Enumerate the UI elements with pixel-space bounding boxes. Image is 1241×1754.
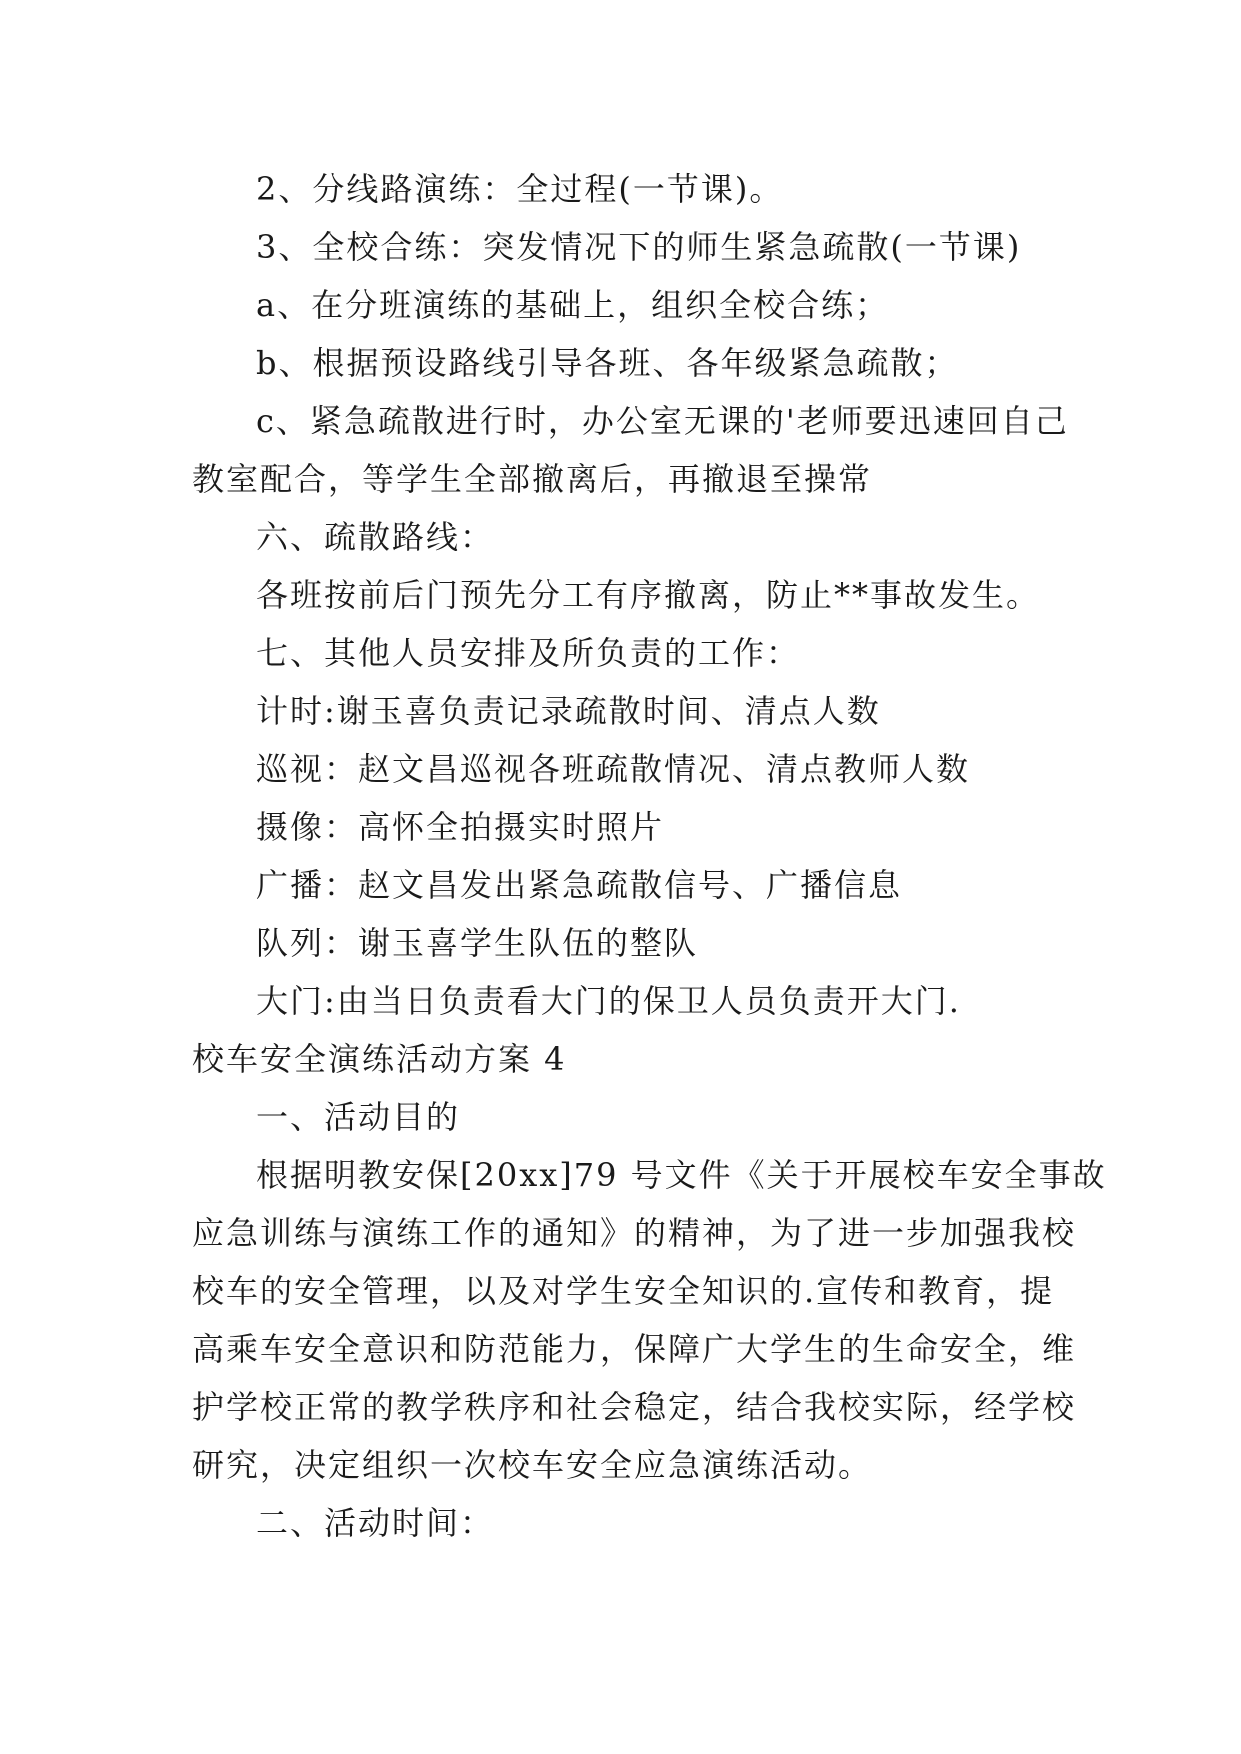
sub-item-c: c、紧急疏散进行时，办公室无课的'老师要迅速回自己 bbox=[256, 402, 1069, 440]
document-title: 校车安全演练活动方案 4 bbox=[192, 1040, 567, 1078]
section-heading-time: 二、活动时间： bbox=[256, 1504, 495, 1542]
paragraph-purpose-line-2: 应急训练与演练工作的通知》的精神，为了进一步加强我校 bbox=[192, 1214, 1077, 1252]
sub-item-c-continued: 教室配合，等学生全部撤离后，再撤退至操常 bbox=[192, 460, 873, 498]
duty-gate: 大门:由当日负责看大门的保卫人员负责开大门. bbox=[256, 982, 961, 1020]
duty-queue: 队列：谢玉喜学生队伍的整队 bbox=[256, 924, 699, 962]
list-item-drill-by-route: 2、分线路演练：全过程(一节课)。 bbox=[256, 170, 784, 208]
list-item-school-drill: 3、全校合练：突发情况下的师生紧急疏散(一节课) bbox=[256, 228, 1022, 266]
paragraph-purpose-line-1: 根据明教安保[20xx]79 号文件《关于开展校车安全事故 bbox=[256, 1156, 1107, 1194]
section-heading-purpose: 一、活动目的 bbox=[256, 1098, 461, 1136]
duty-patrol: 巡视：赵文昌巡视各班疏散情况、清点教师人数 bbox=[256, 750, 971, 788]
paragraph-purpose-line-3: 校车的安全管理，以及对学生安全知识的.宣传和教育，提 bbox=[192, 1272, 1055, 1310]
duty-camera: 摄像：高怀全拍摄实时照片 bbox=[256, 808, 665, 846]
duty-broadcast: 广播：赵文昌发出紧急疏散信号、广播信息 bbox=[256, 866, 903, 904]
paragraph-purpose-line-6: 研究，决定组织一次校车安全应急演练活动。 bbox=[192, 1446, 873, 1484]
duty-timing: 计时:谢玉喜负责记录疏散时间、清点人数 bbox=[256, 692, 881, 730]
paragraph-evacuation-route: 各班按前后门预先分工有序撤离，防止**事故发生。 bbox=[256, 576, 1041, 614]
paragraph-purpose-line-4: 高乘车安全意识和防范能力，保障广大学生的生命安全，维 bbox=[192, 1330, 1077, 1368]
section-heading-staff-duties: 七、其他人员安排及所负责的工作： bbox=[256, 634, 801, 672]
document-page bbox=[192, 160, 1107, 1552]
section-heading-evacuation-route: 六、疏散路线： bbox=[256, 518, 495, 556]
sub-item-b: b、根据预设路线引导各班、各年级紧急疏散； bbox=[256, 344, 959, 382]
sub-item-a: a、在分班演练的基础上，组织全校合练； bbox=[256, 286, 890, 324]
paragraph-purpose-line-5: 护学校正常的教学秩序和社会稳定，结合我校实际，经学校 bbox=[192, 1388, 1077, 1426]
